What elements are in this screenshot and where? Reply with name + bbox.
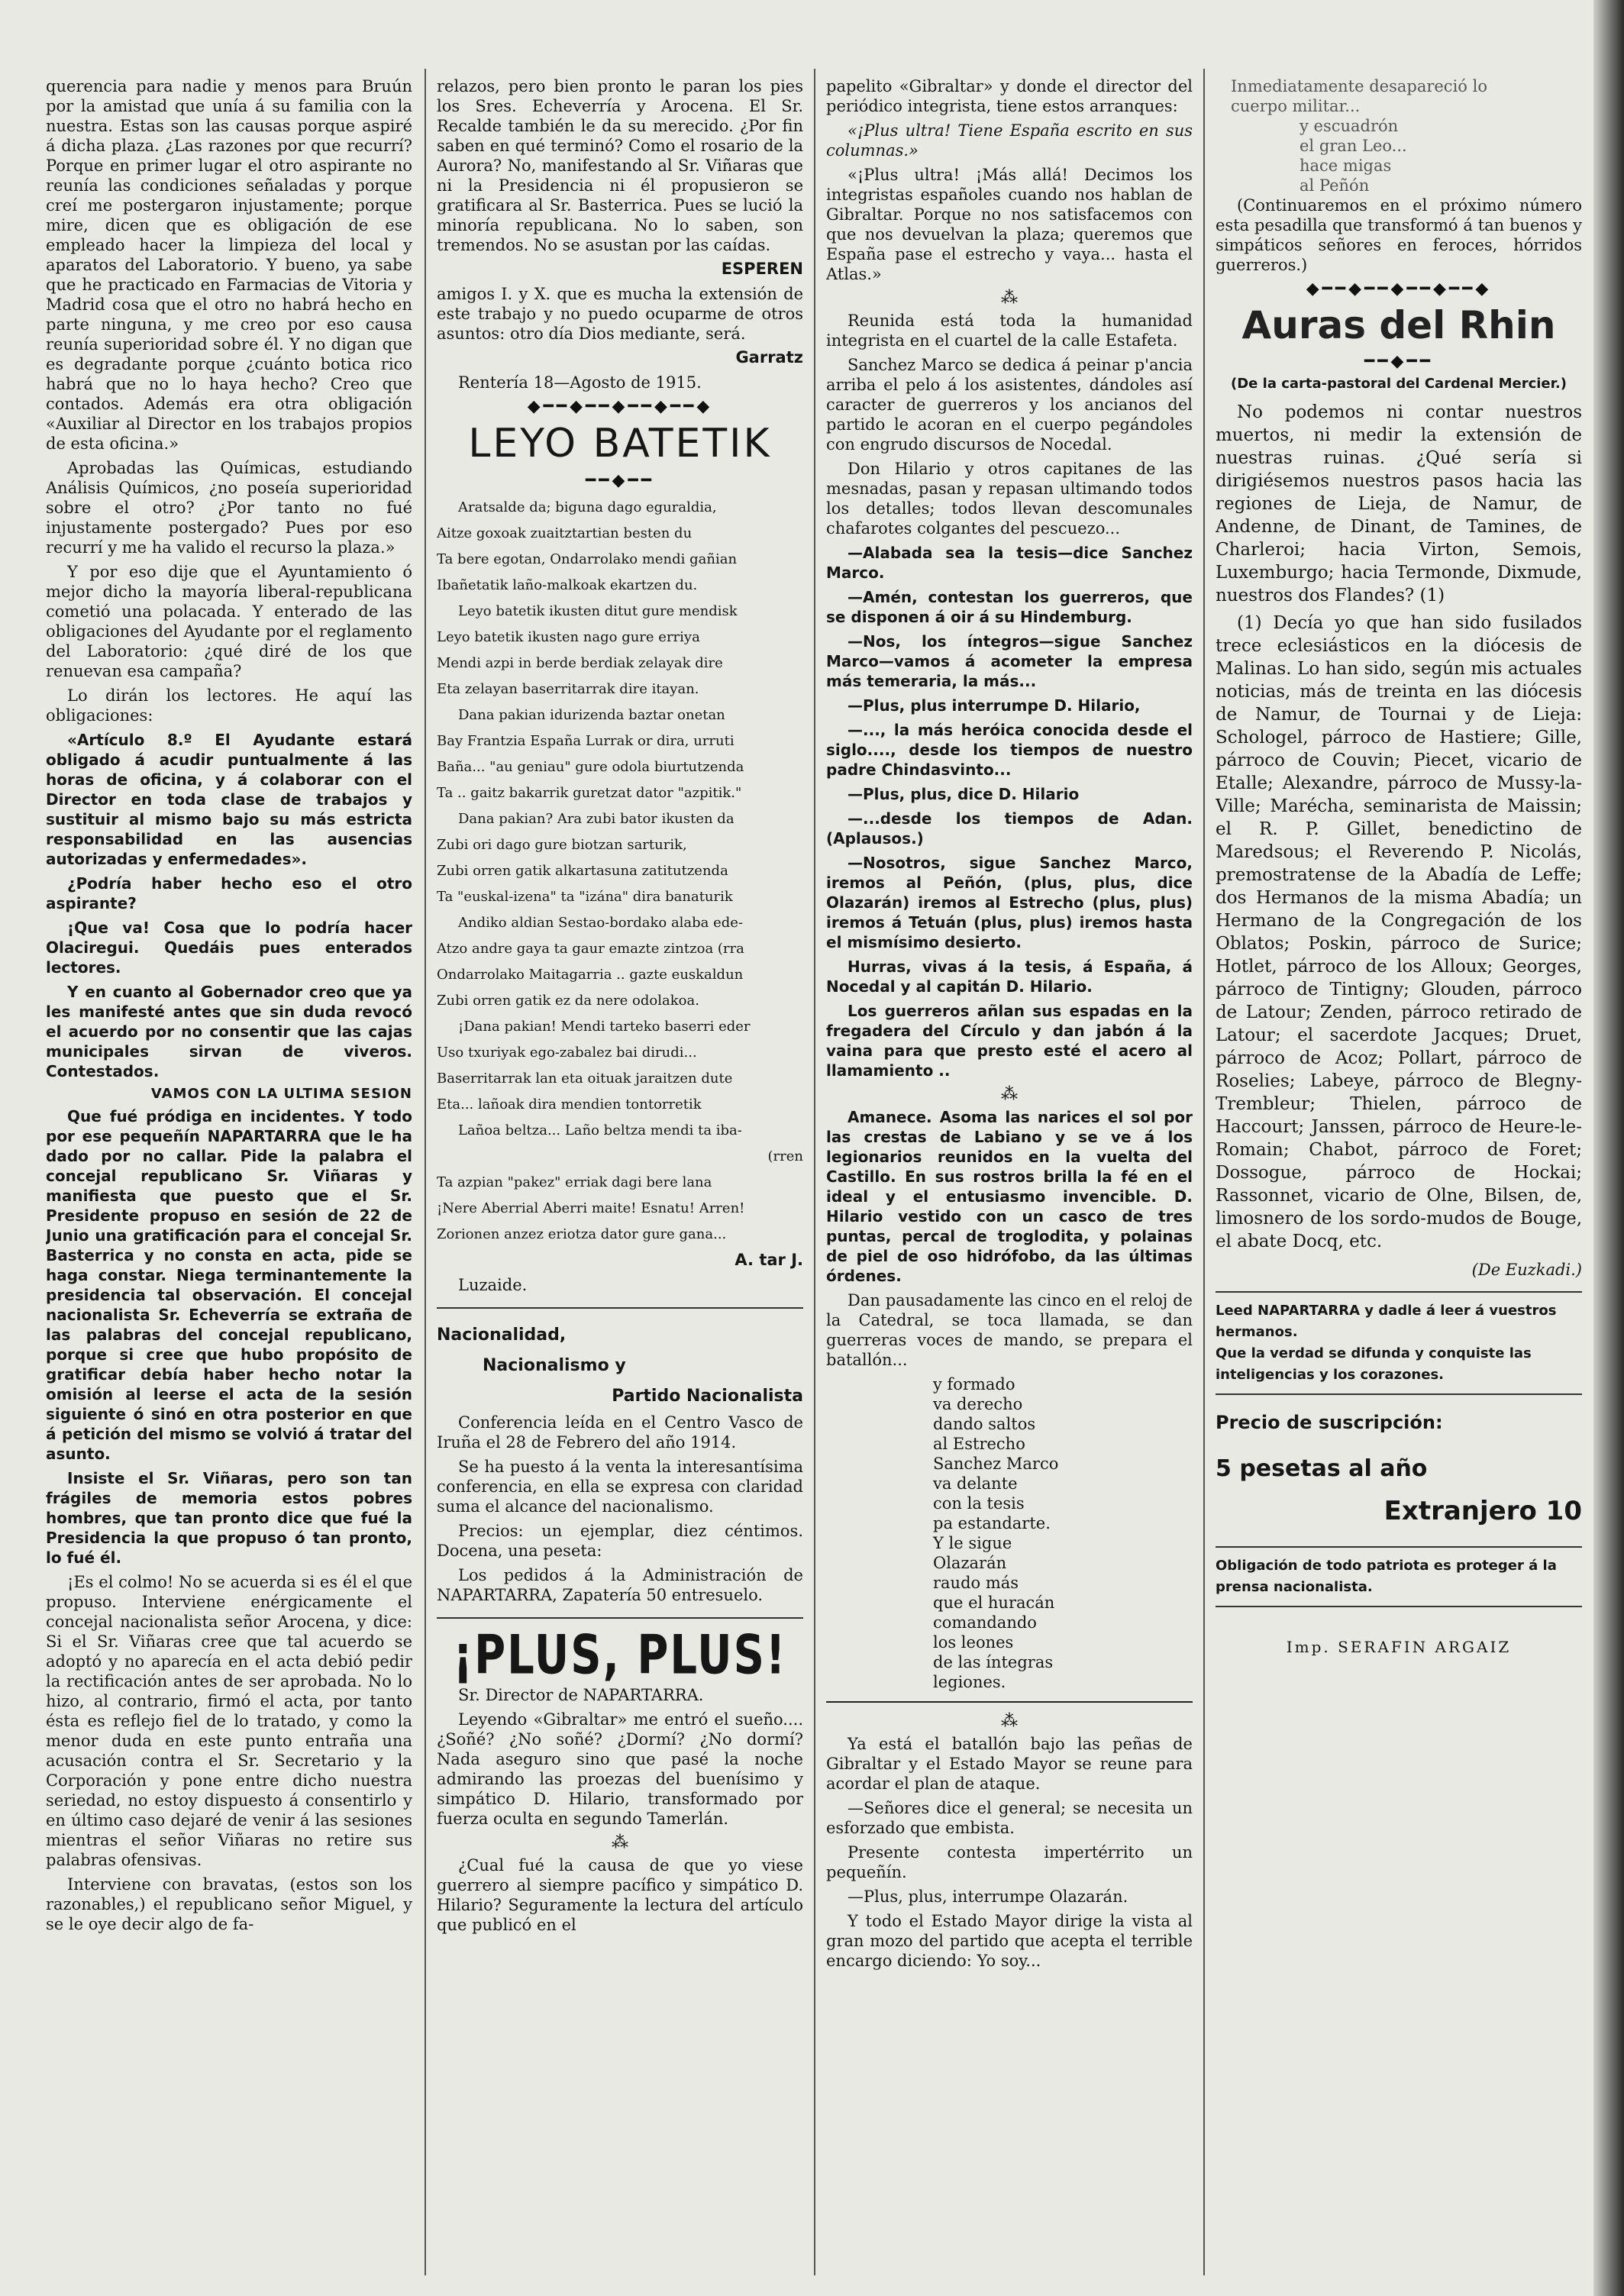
column-rule	[425, 69, 426, 2275]
notice-title: Nacionalidad,	[437, 1326, 567, 1345]
poem-line: ¡Dana pakian! Mendi tarteko baserri eder	[458, 1019, 751, 1035]
notice-title: Partido Nacionalista	[612, 1387, 803, 1406]
asterism: ⁂	[1001, 289, 1018, 308]
verse-line: al Estrecho	[933, 1435, 1025, 1453]
poem-line: Uso txuriyak ego-zabalez bai dirudi...	[437, 1045, 697, 1061]
article-paragraph: Ya está el batallón bajo las peñas de Gibraltar y el Estado Mayor se reune para acordar el plan de ataque.	[826, 1735, 1193, 1793]
poem-line: Dana pakian? Ara zubi bator ikusten da	[458, 811, 735, 827]
column-1	[46, 76, 412, 2275]
auras-kicker: (De la carta-pastoral del Cardenal Mercier.)	[1231, 376, 1567, 392]
article-paragraph: —..., la más heróica conocida desde el siglo...., desde los tiempos de nuestro padre Chindasvinto...	[826, 721, 1193, 779]
poem-line: Ondarrolako Maitagarria .. gazte euskaldun	[437, 967, 744, 983]
article-paragraph: Leyendo «Gibraltar» me entró el sueño.... ¿Soñé? ¿No soñé? ¿Dormí? ¿No dormí? Nada aseguro sino que pasé la noche admirando las proezas del buenísimo y simpático D. Hilario, transformado por fuerza oculta en segundo Tamerlán.	[437, 1710, 803, 1828]
article-paragraph: Dan pausadamente las cinco en el reloj de la Catedral, se toca llamada, se dan guerreras voces de mando, se prepara el batallón...	[826, 1291, 1193, 1369]
verse-line: y escuadrón	[1300, 117, 1399, 135]
article-paragraph: amigos I. y X. que es mucha la extensión de este trabajo y no puedo ocuparme de otros asuntos: otro día Dios mediante, será.	[437, 285, 803, 343]
verse-line: va delante	[933, 1474, 1018, 1493]
column-3	[826, 76, 1193, 2275]
article-paragraph: Los guerreros añlan sus espadas en la fregadera del Círculo y dan jabón á la vaina para que presto esté el acero al llamamiento ..	[826, 1002, 1193, 1080]
poem-line: Eta... lañoak dira mendien tontorretik	[437, 1096, 702, 1112]
promo-line: Que la verdad se difunda y conquiste las inteligencias y los corazones.	[1216, 1345, 1532, 1383]
verse-line: que el huracán	[933, 1594, 1055, 1612]
article-paragraph: Sr. Director de NAPARTARRA.	[458, 1686, 704, 1704]
article-paragraph: Presente contesta impertérrito un pequeñín.	[826, 1843, 1193, 1881]
article-paragraph: relazos, pero bien pronto le paran los pies los Sres. Echeverría y Arocena. El Sr. Recalde también le da su merecido. ¿Por fin saben en qué terminó? Como el rosario de la Aurora? No, manifestando al Sr. Viñaras que ni la Presidencia ni él propusieron se gratificara al Sr. Basterrica. Pues se lució la minoría republicana. No lo saben, son tremendos. No se asustan por las caídas.	[437, 77, 803, 254]
poem-line: Zorionen anzez eriotza dator gure gana...	[437, 1226, 727, 1242]
notice-paragraph: Se ha puesto á la venta la interesantísima conferencia, en ella se expresa con claridad suma el alcance del nacionalismo.	[437, 1458, 803, 1516]
verse-line: Olazarán	[933, 1554, 1007, 1572]
asterism: ⁂	[1001, 1085, 1018, 1104]
source-credit: (De Euzkadi.)	[1471, 1261, 1582, 1279]
article-paragraph: Don Hilario y otros capitanes de las mesnadas, pasan y repasan ultimando todos los detalles; todos llevan descomunales chafarotes colgantes del pescuezo...	[826, 460, 1193, 538]
ornament-divider: ◆━━◆━━◆━━◆━━◆	[527, 397, 713, 416]
place-name: Luzaide.	[458, 1276, 528, 1294]
poem-line: Ta .. gaitz bakarrik guretzat dator "azpitik."	[437, 785, 742, 801]
footnote: (1) Decía yo que han sido fusilados trece eclesiásticos en la diócesis de Malinas. Lo han sido, según mis actuales noticias, más de treinta en las diócesis de Namur, de Tournai y de Lieja: Schologel, párroco de Hastiere; Gille, párroco de Couvin; Piecet, vicario de Etalle; Alexandre, párroco de Mussy-la-Ville; Marécha, seminarista de Maissin; el R. P. Gillet, benedictino de Maredsous; el Reverendo P. Nicolás, premostratense de la Abadía de Leffe; dos Hermanos de la misma Abadía; un Hermano de la Congregación de los Oblatos; Poskin, párroco de Surice; Hotlet, párroco de los Alloux; Georges, párroco de Tintigny; Glouden, párroco de Latour; Zenden, párroco retirado de Latour; el sacerdote Jacques; Druet, párroco de Acoz; Pollart, párroco de Roselies; Labeye, párroco de Blegny-Trembleur; Thielen, párroco de Haccourt; Janssen, párroco de Heure-le-Romain; Chabot, párroco de Foret; Dossogue, párroco de Hockai; Rassonnet, vicario de Olne, Bilsen, de, limosnero de los sordo-mudos de Bouge, el abate Docq, etc.	[1216, 613, 1582, 1251]
poem-line: Ta "euskal-izena" ta "izána" dira banaturik	[437, 889, 733, 905]
notice-paragraph: Precios: un ejemplar, diez céntimos. Docena, una peseta:	[437, 1522, 803, 1560]
article-paragraph: No podemos ni contar nuestros muertos, ni medir la extensión de nuestras ruinas. ¿Qué sería si dirigiésemos nuestros pasos hacia las regiones de Lieja, de Namur, de Andenne, de Dinant, de Tamines, de Charleroi; hacia Virton, Semois, Luxemburgo; hacia Termonde, Dixmude, nuestros dos Flandes? (1)	[1216, 402, 1582, 605]
poem-line: Leyo batetik ikusten ditut gure mendisk	[458, 603, 738, 619]
article-paragraph: —Nosotros, sigue Sanchez Marco, iremos al Peñón, (plus, plus, dice Olazarán) iremos al Estrecho (plus, plus) iremos á Tetuán (plus, plus) iremos hasta el mismísimo desierto.	[826, 854, 1193, 951]
poem-title: LEYO BATETIK	[468, 421, 772, 467]
ornament-divider: ◆━━◆━━◆━━◆━━◆	[1306, 279, 1492, 299]
verse-line: va derecho	[933, 1395, 1023, 1413]
poem-line: Dana pakian idurizenda baztar onetan	[458, 707, 725, 723]
printer-credit: Imp. SERAFIN ARGAIZ	[1286, 1638, 1512, 1656]
patriot-notice	[1216, 1546, 1582, 1607]
poem-line: Ibañetatik laño-malkoak ekartzen du.	[437, 577, 698, 593]
ornament-divider: ━━◆━━	[1364, 352, 1433, 371]
divider	[826, 1701, 1193, 1703]
article-paragraph: Aprobadas las Químicas, estudiando Análisis Químicos, ¿no poseía superioridad sobre el otro? ¿Por tanto no fué injustamente postergado? Pues por eso recurrí y me ha valido el recurso la plaza.»	[46, 459, 412, 557]
asterism: ⁂	[1001, 1712, 1018, 1731]
poem	[437, 495, 803, 1248]
continuation-note: (Continuaremos en el próximo número esta pesadilla que transformó á tan buenos y simpáticos señores en feroces, hórridos guerreros.)	[1216, 196, 1582, 274]
article-paragraph: Sanchez Marco se dedica á peinar p'ancia arriba el pelo á los asistentes, dándoles así caracter de guerreros y los ancianos del partido le acoran en el cuerpo pegándoles con engrudo discursos de Nocedal.	[826, 356, 1193, 454]
poem-line: Bay Frantzia España Lurrak or dira, urruti	[437, 733, 735, 749]
verse-line: raudo más	[933, 1574, 1019, 1592]
poem-line: Aratsalde da; biguna dago eguraldia,	[458, 499, 717, 515]
price-year: 5 pesetas al año	[1216, 1455, 1428, 1482]
notice-paragraph: Los pedidos á la Administración de NAPARTARRA, Zapatería 50 entresuelo.	[437, 1566, 803, 1604]
article-quote: «¡Plus ultra! ¡Más allá! Decimos los integristas españoles cuando nos hablan de Gibraltar. Porque no nos satisfacemos con que nos devuelvan la plaza; queremos que España pase el estrecho y vaya... hasta el Atlas.»	[826, 166, 1193, 283]
poem-line: Baña... "au geniau" gure odola biurtutzenda	[437, 759, 744, 775]
article-paragraph: querencia para nadie y menos para Bruún por la amistad que unía á su familia con la nuestra. Estas son las causas porque aspiré á dicha plaza. ¿Las razones por que recurrí? Porque en primer lugar el otro aspirante no reunía las condiciones señaladas y porque creí me postergaron injustamente; porque mire, dicen que es obligación de ese empleado hacer la limpieza del local y aparatos del Laboratorio. Y bueno, ya sabe que he practicado en Farmacias de Vitoria y Madrid cosa que el otro no habrá hecho en parte ninguna, y me creo por eso causa reunía superioridad sobre él. Y no digan que es degradante porque ¿cuánto botica rico habrá que no lo haya hecho? Creo que contados. Además era otra obligación «Auxiliar al Director en los trabajos propios de esta oficina.»	[46, 77, 412, 453]
poem-line: Atzo andre gaya ta gaur emazte zintzoa (rra	[437, 941, 744, 957]
poem-line: Zubi ori dago gure biotzan sarturik,	[437, 837, 687, 853]
faded-verse	[1216, 76, 1582, 195]
article-paragraph: —Amén, contestan los guerreros, que se disponen á oir á su Hindemburg.	[826, 588, 1193, 626]
ornament-divider: ━━◆━━	[586, 471, 654, 490]
auras-title: Auras del Rhin	[1241, 303, 1556, 347]
article-paragraph: papelito «Gibraltar» y donde el director del periódico integrista, tiene estos arranques:	[826, 77, 1193, 115]
verse-line: el gran Leo...	[1300, 137, 1407, 155]
promo-line: Leed NAPARTARRA y dadle á leer á vuestros hermanos.	[1216, 1303, 1557, 1340]
verse-line: pa estandarte.	[933, 1514, 1051, 1532]
march-verse	[826, 1374, 1193, 1692]
article-paragraph: —Señores dice el general; se necesita un esforzado que embista.	[826, 1799, 1193, 1837]
plus-title: ¡PLUS, PLUS!	[453, 1624, 787, 1687]
price-foreign: Extranjero 10	[1383, 1496, 1582, 1526]
verse-line: con la tesis	[933, 1494, 1025, 1513]
verse-line: y formado	[933, 1375, 1015, 1393]
article-paragraph: —Plus, plus, dice D. Hilario	[848, 785, 1080, 803]
poem-line: (rren	[767, 1148, 803, 1164]
page-edge-shadow	[1593, 0, 1624, 2296]
article-paragraph: ¿Podría haber hecho eso el otro aspirante?	[46, 874, 412, 912]
article-paragraph: Y por eso dije que el Ayuntamiento ó mejor dicho la mayoría liberal-republicana cometió una polacada. Y enterado de las obligaciones del Ayudante por el reglamento del Laboratorio: ¿qué diré de los que renuevan esa campaña?	[46, 563, 412, 680]
poem-line: Ta bere egotan, Ondarrolako mendi gañian	[437, 551, 738, 567]
price-label: Precio de suscripción:	[1216, 1412, 1443, 1433]
verse-line: cuerpo militar...	[1231, 97, 1361, 115]
promo-box	[1216, 1291, 1582, 1395]
article-paragraph: Y en cuanto al Gobernador creo que ya les manifesté antes que sin duda revocó el acuerdo por no consentir que las cajas municipales sirvan de viveros. Contestados.	[46, 983, 412, 1080]
article-paragraph: Lo dirán los lectores. He aquí las obligaciones:	[46, 686, 412, 725]
poem-line: Andiko aldian Sestao-bordako alaba ede-	[458, 915, 744, 931]
poem-line: Lañoa beltza... Laño beltza mendi ta iba-	[458, 1122, 742, 1138]
article-paragraph: ¿Cual fué la causa de que yo viese guerrero al siempre pacífico y simpático D. Hilario? Seguramente la lectura del artículo que publicó en el	[437, 1856, 803, 1934]
poem-line: Ta azpian "pakez" erriak dagi bere lana	[437, 1174, 712, 1190]
article-paragraph: Insiste el Sr. Viñaras, pero son tan frágiles de memoria estos pobres hombres, que tan pronto dice que fué la Presidencia la que propuso ó tan pronto, lo fué él.	[46, 1469, 412, 1567]
article-quote: «Artículo 8.º El Ayudante estará obligado á acudir puntualmente á las horas de oficina, y á colaborar con el Director en toda clase de trabajos y sustituir al mismo bajo su más estricta responsabilidad en las ausencias autorizadas y enfermedades».	[46, 731, 412, 868]
article-paragraph: ¡Que va! Cosa que lo podría hacer Olaciregui. Quedáis pues enterados lectores.	[46, 919, 412, 977]
article-paragraph: Interviene con bravatas, (estos son los razonables,) el republicano señor Miguel, y se le oye decir algo de fa-	[46, 1875, 412, 1933]
column-2	[437, 76, 803, 2275]
column-rule	[1203, 69, 1205, 2275]
verse-line: comandando	[933, 1613, 1037, 1632]
article-paragraph: Hurras, vivas á la tesis, á España, á Nocedal y al capitán D. Hilario.	[826, 957, 1193, 996]
article-paragraph: Que fué pródiga en incidentes. Y todo por ese pequeñín NAPARTARRA que le ha dado por no callar. Pide la palabra el concejal republicano Sr. Viñaras y manifiesta que puesto que el Sr. Presidente propuso en sesión de 22 de Junio una gratificación para el concejal Sr. Basterrica y no consta en acta, pide se haga constar. Niega terminantemente la presidencia tal observación. El concejal nacionalista Sr. Echeverría se extraña de las palabras del concejal republicano, porque si cree que hubo propósito de gratificar debía haber hecho notar la omisión al leerse el acta de la sesión siguiente ó sinó en otra posterior en que á petición del mismo se volvió á tratar del asunto.	[46, 1107, 412, 1463]
verse-line: al Peñón	[1300, 176, 1370, 195]
nacionalidad-notice	[437, 1307, 803, 1619]
section-subhead: VAMOS CON LA ULTIMA SESION	[150, 1086, 412, 1102]
article-paragraph: Reunida está toda la humanidad integrista en el cuartel de la calle Estafeta.	[826, 312, 1193, 350]
poem-line: Zubi orren gatik alkartasuna zatitutzenda	[437, 863, 728, 879]
article-paragraph: —Plus, plus interrumpe D. Hilario,	[848, 696, 1141, 715]
poem-line: ¡Nere Aberrial Aberri maite! Esnatu! Arren!	[437, 1200, 745, 1216]
notice-title: Nacionalismo y	[483, 1356, 626, 1375]
signature: ESPEREN	[721, 260, 803, 278]
poem-line: Mendi azpi in berde berdiak zelayak dire	[437, 655, 723, 671]
column-rule	[814, 69, 815, 2275]
asterism: ⁂	[612, 1833, 628, 1852]
poem-line: Aitze goxoak zuaitztartian besten du	[437, 525, 693, 541]
article-paragraph: —Alabada sea la tesis—dice Sanchez Marco.	[826, 544, 1193, 582]
verse-line: Y le sigue	[933, 1534, 1012, 1552]
article-paragraph: —...desde los tiempos de Adan. (Aplausos.)	[826, 809, 1193, 848]
notice-text: Obligación de todo patriota es proteger á la prensa nacionalista.	[1216, 1558, 1557, 1595]
column-4	[1216, 76, 1582, 2275]
verse-line: hace migas	[1300, 157, 1392, 175]
verse-line: legiones.	[933, 1673, 1006, 1691]
article-paragraph: —Nos, los íntegros—sigue Sanchez Marco—vamos á acometer la empresa más temeraria, la más...	[826, 632, 1193, 690]
poem-line: Baserritarrak lan eta oituak jaraitzen dute	[437, 1070, 733, 1087]
verse-line: dando saltos	[933, 1415, 1036, 1433]
article-paragraph: ¡Es el colmo! No se acuerda si es él el que propuso. Interviene enérgicamente el concejal nacionalista señor Arocena, y dice: Si el Sr. Viñaras cree que tal acuerdo se adoptó y no aparecía en el acta debió pedir la rectificación antes de ser aprobada. No lo hizo, al contrario, firmó el acta, por tanto ésta es reflejo fiel de lo tratado, y como la menor duda en este punto entraña una acusación contra el Sr. Secretario y la Corporación y pone entre dicho nuestra seriedad, no estoy dispuesto á consentirlo y en último caso dejaré de venir á las sesiones mientras el señor Viñaras no retire sus palabras ofensivas.	[46, 1573, 412, 1869]
poem-line: Eta zelayan baserritarrak dire itayan.	[437, 681, 699, 697]
verse-line: de las íntegras	[933, 1653, 1054, 1671]
signature: A. tar J.	[735, 1251, 803, 1269]
notice-paragraph: Conferencia leída en el Centro Vasco de Iruña el 28 de Febrero del año 1914.	[437, 1413, 803, 1452]
article-paragraph: Y todo el Estado Mayor dirige la vista al gran mozo del partido que acepta el terrible encargo diciendo: Yo soy...	[826, 1912, 1193, 1970]
signature: Garratz	[735, 348, 803, 367]
verse-line: Inmediatamente desapareció lo	[1231, 77, 1487, 95]
poem-line: Leyo batetik ikusten nago gure erriya	[437, 629, 700, 645]
dateline: Rentería 18—Agosto de 1915.	[458, 373, 702, 392]
verse-line: los leones	[933, 1633, 1014, 1652]
article-quote: «¡Plus ultra! Tiene España escrito en sus columnas.»	[826, 121, 1193, 160]
subscription-box	[1216, 1407, 1582, 1534]
verse-line: Sanchez Marco	[933, 1455, 1059, 1473]
article-paragraph: —Plus, plus, interrumpe Olazarán.	[848, 1887, 1128, 1906]
poem-line: Zubi orren gatik ez da nere odolakoa.	[437, 993, 699, 1009]
article-paragraph: Amanece. Asoma las narices el sol por las crestas de Labiano y se ve á los legionarios reunidos en la vuelta del Castillo. En sus rostros brilla la fé en el ideal y el entusiasmo invencible. D. Hilario vestido con un casco de tres puntas, percal de troglodita, y polainas de piel de oso hidrófobo, da las últimas órdenes.	[826, 1108, 1193, 1285]
